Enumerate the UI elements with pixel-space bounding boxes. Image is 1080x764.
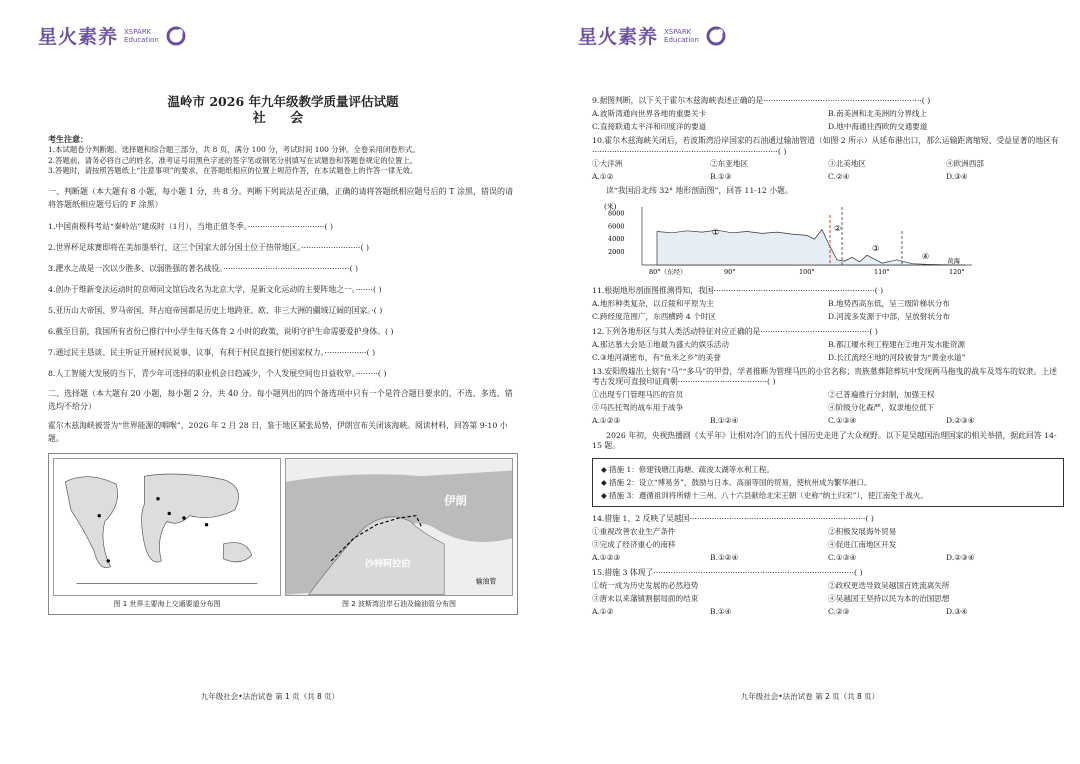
world-map xyxy=(53,458,281,610)
caption-fig2: 图 2 波斯湾沿岸石油及输油管分布图 xyxy=(342,599,456,608)
question-3: 3.淝水之战是一次以少胜多、以弱胜强的著名战役。···················································( ) xyxy=(48,263,359,273)
page-2 xyxy=(540,0,1080,764)
region-1: ① xyxy=(712,227,720,237)
y-tick-label: 2000 xyxy=(608,247,625,256)
world-map-image xyxy=(53,458,281,596)
q11-options: A.地形种类复杂，以丘陵和平原为主 B.地势西高东低，呈三级阶梯状分布 C.跨经度范围广，东西横跨 4 个时区 D.河流多发源于中部，呈放射状分布 xyxy=(592,298,951,321)
question-5: 5.亚历山大帝国、罗马帝国、拜占庭帝国都是历史上地跨亚、欧、非三大洲的疆域辽阔的国家。·( ) xyxy=(48,305,383,315)
y-tick-label: 6000 xyxy=(608,221,625,230)
page-1-footer: 九年级社会•法治试卷 第 1 页（共 8 页） xyxy=(200,692,340,701)
x-tick-label: 80°（东经） xyxy=(649,267,687,276)
brand-logo xyxy=(38,22,187,49)
question-6: 6.截至目前，我国所有省份已推行中小学生每天体育 2 小时的政策，说明守护生命需要爱护身体。( ) xyxy=(48,326,394,336)
q12-options: A.那达慕大会是①地最为盛大的娱乐活动 B.都江堰水利工程建在②地开发水能资源 C.③地河湖密布，有“鱼米之乡”的美誉 D.长江流经④地的河段被誉为“黄金水道” xyxy=(592,339,966,362)
q10-answers: A.①② B.①③ C.②④ D.③④ xyxy=(592,172,968,181)
region-4: ④ xyxy=(922,251,930,261)
x-tick-label: 120° xyxy=(949,267,965,276)
label-pipeline: 输油管 xyxy=(475,577,497,585)
brand-name-2: 星火素养 xyxy=(578,26,659,48)
question-2: 2.世界杯足球赛即将在美加墨举行，这三个国家大部分国土位于热带地区。························( ) xyxy=(48,242,370,252)
caption-fig1: 图 1 世界主要海上交通要道分布图 xyxy=(113,599,221,608)
material-intro: 霍尔木兹海峡被誉为“世界能源的咽喉”，2026 年 2 月 28 日，鉴于地区紧张局势，伊朗宣布关闭该海峡。阅读材料，回答第 9-10 小题。 xyxy=(48,420,508,443)
maps-figure xyxy=(48,453,518,615)
notice-heading: 考生注意： xyxy=(48,134,88,144)
notice-3: 3.答题时，请按照答题纸上“注意事项”的要求，在答题纸相应的位置上规范作答，在本试题卷上的作答一律无效。 xyxy=(48,166,418,175)
q10-items: ①大洋洲 ②东亚地区 ③北美地区 ④欧洲西部 xyxy=(592,159,984,168)
terrain-profile-chart xyxy=(602,201,982,279)
label-iran: 伊朗 xyxy=(444,492,467,507)
spark-logo-icon xyxy=(705,25,727,47)
q9-options: A.波斯湾通向世界各地的重要关卡 B.南美洲和北美洲的分界线上 C.直接联通太平洋和印度洋的要道 D.地中海通往西欧的交通要道 xyxy=(592,109,928,131)
region-2: ② xyxy=(834,223,842,233)
q15-answers: A.①② B.①④ C.②③ D.③④ xyxy=(592,606,968,616)
measure-2: ◆ 措施 2：设立“博易务”，鼓励与日本、高丽等国的贸易，使杭州成为繁华港口。 xyxy=(601,477,872,487)
gulf-map xyxy=(285,458,513,610)
material-intro-2: 2026 年初，央视热播剧《太平年》让相对冷门的五代十国历史走进了大众视野。以下是吴越国治理国家的相关举措，据此回答 14-15 题。 xyxy=(592,430,1057,450)
section-2-heading: 二、选择题（本大题有 20 小题，每小题 2 分，共 40 分。每小题列出的四个备选项中只有一个是符合题目要求的，不选、多选、错选均不给分） xyxy=(48,388,513,411)
notice-2: 2.答题前，请务必将自己的姓名、准考证号用黑色字迹的签字笔或钢笔分别填写在试题卷和答题卷规定的位置上。 xyxy=(48,155,418,165)
exam-title: 温岭市 2026 年九年级教学质量评估试题 xyxy=(167,94,399,109)
terrain-area xyxy=(657,229,965,264)
chart-unit: (米) xyxy=(604,202,617,211)
y-tick-label: 8000 xyxy=(608,208,625,217)
notice-1: 1.本试题卷分判断题、选择题和综合题三部分，共 8 页，满分 100 分，考试时间 100 分钟。全卷采用闭卷形式。 xyxy=(48,145,420,154)
brand-name: 星火素养 xyxy=(38,26,119,48)
question-7: 7.通过民主恳谈、民主听证开展村民说事、议事，有利于村民直接行使国家权力。·················( ) xyxy=(48,347,376,357)
question-9: 9.据图判断，以下关于霍尔木兹海峡表述正确的是································································( ) xyxy=(592,96,931,105)
q14-items: ①重视改善农业生产条件 ②积极发展海外贸易 ③完成了经济重心的南移 ④促进江南地区开发 xyxy=(592,526,897,549)
question-4: 4.创办于维新变法运动时的京师同文馆后改名为北京大学，是新文化运动的主要阵地之一。·······( ) xyxy=(48,284,382,294)
brand-en: XSPARK Education xyxy=(124,27,159,44)
page-2-footer: 九年级社会•法治试卷 第 2 页（共 8 页） xyxy=(740,692,880,701)
measure-3: ◆ 措施 3：遵循祖训将所辖十三州、八十六县献给北宋王朝（史称“纳土归宋”），使江南免于战火。 xyxy=(601,490,928,500)
x-tick-label: 100° xyxy=(799,267,815,276)
question-15: 15.措施 3 体现了·················································································( ) xyxy=(592,567,863,577)
label-saudi: 沙特阿拉伯 xyxy=(365,559,411,570)
y-tick-label: 4000 xyxy=(608,234,625,243)
sea-label: 黄海 xyxy=(947,256,960,265)
q15-items: ①统一成为历史发展的必然趋势 ②政权更迭导致吴越国百姓流离失所 ③唐末以来藩镇割据局面的结束 ④吴越国王坚持以民为本的治国思想 xyxy=(592,580,950,603)
brand-logo-2 xyxy=(578,22,727,49)
measures-box xyxy=(592,458,1064,507)
question-14: 14.措施 1、2 反映了吴越国·······································································( ) xyxy=(592,513,874,523)
gulf-map-image xyxy=(285,458,513,596)
region-3: ③ xyxy=(872,243,880,253)
read-prompt: 读“我国沿北纬 32° 地形剖面图”，回答 11-12 小题。 xyxy=(606,186,793,195)
question-10: 10.霍尔木兹海峡关闭后，若波斯湾沿岸国家的石油通过输油管道（如图 2 所示）从延布港出口，那么运输距离缩短、受益显著的地区有···········································································( ) xyxy=(592,136,1059,156)
spark-logo-icon xyxy=(165,25,187,47)
brand-en-2: XSPARK Education xyxy=(664,27,699,44)
question-8: 8.人工智能大发展的当下，青少年可选择的职业机会日趋减少，个人发展空间也日益收窄。·········( ) xyxy=(48,368,387,378)
q13-items: ①出现专门管理马匹的官员 ②已普遍推行分封制，加强王权 ③马匹托驾的战车用于战争 ④阶级分化森严，奴隶地位低下 xyxy=(592,389,935,412)
exam-subject: 社 会 xyxy=(252,111,314,126)
question-13: 13.安阳殷墟出土刻有“马”“多马”的甲骨，学者推断为管理马匹的小官名称；贵族墓葬陪葬坑中发现两马拖曳的战车及驾车的奴隶。上述考古发现可直接印证商朝····································( ) xyxy=(592,366,1057,386)
x-tick-label: 110° xyxy=(874,267,890,276)
question-1: 1.中国南极科考站“秦岭站”建成时（1月），当地正值冬季。·······························( ) xyxy=(48,221,334,231)
section-1-heading: 一、判断题（本大题有 8 小题，每小题 1 分，共 8 分。判断下列说法是否正确，正确的请将答题纸相应题号后的 T 涂黑，错误的请将答题纸相应题号后的 F 涂黑） xyxy=(48,186,513,209)
x-tick-label: 90° xyxy=(724,267,736,276)
q14-answers: A.①②③ B.①②④ C.①③④ D.②③④ xyxy=(592,552,975,562)
q13-answers: A.①②③ B.①②④ C.①③④ D.②③④ xyxy=(592,415,975,425)
question-11: 11.根据地形剖面图推测得知，我国·································································( ) xyxy=(592,285,884,295)
measure-1: ◆ 措施 1：修建钱塘江海塘、疏浚太湖等水利工程。 xyxy=(601,464,774,474)
question-12: 12.下列各地形区与其人类活动特征对应正确的是············································( ) xyxy=(592,326,878,336)
